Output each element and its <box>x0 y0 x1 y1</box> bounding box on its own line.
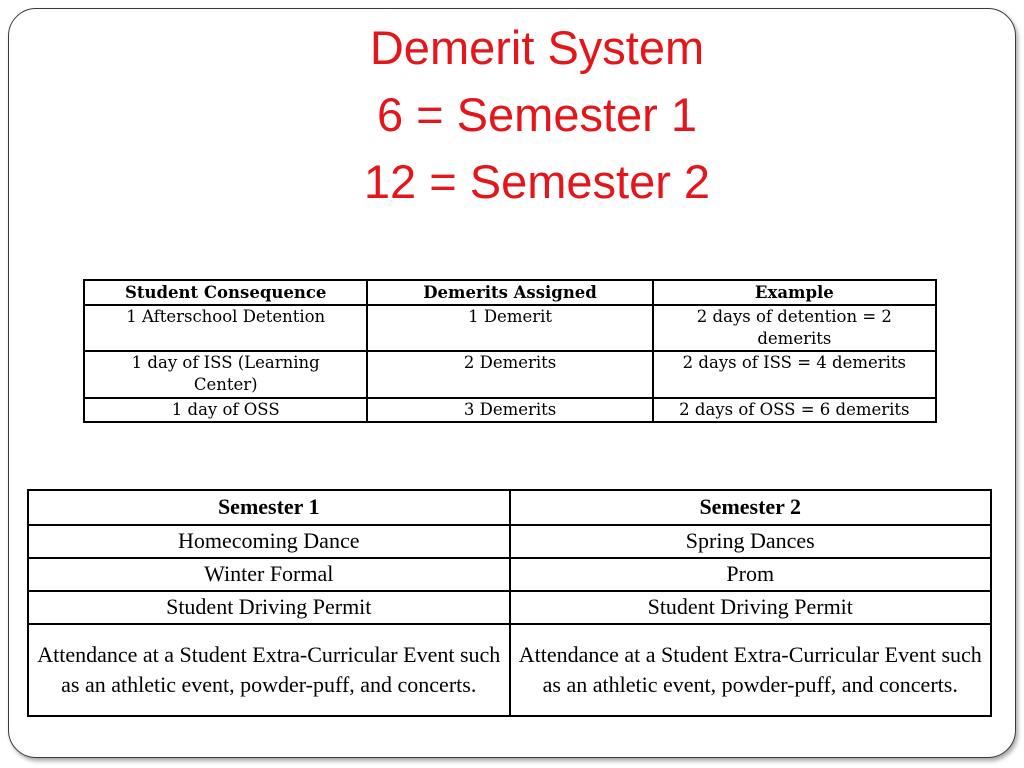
table-row <box>84 351 936 398</box>
table-cell: Spring Dances <box>510 525 992 558</box>
header-demerits-assigned: Demerits Assigned <box>367 280 652 305</box>
table-cell: Prom <box>510 558 992 591</box>
table-cell: 3 Demerits <box>367 398 652 422</box>
table-row <box>84 398 936 422</box>
table-cell: Student Driving Permit <box>28 591 510 624</box>
semester-table <box>27 489 992 717</box>
title-line-semester-2: 12 = Semester 2 <box>363 155 711 208</box>
header-example: Example <box>653 280 936 305</box>
table-row <box>28 525 991 558</box>
table-cell: 1 Demerit <box>367 305 652 351</box>
table-cell: Attendance at a Student Extra-Curricular Event such as an athletic event, powder-puff, and concerts. <box>28 624 510 716</box>
table-cell: Attendance at a Student Extra-Curricular Event such as an athletic event, powder-puff, and concerts. <box>510 624 992 716</box>
table-row <box>28 591 991 624</box>
header-semester-2: Semester 2 <box>510 490 992 525</box>
table-cell: 1 day of OSS <box>84 398 367 422</box>
title-line-demerit-system: Demerit System <box>369 21 705 74</box>
title-line-semester-1: 6 = Semester 1 <box>376 88 698 141</box>
table-cell: 2 Demerits <box>367 351 652 398</box>
table-header-row <box>28 490 991 525</box>
table-cell: 2 days of OSS = 6 demerits <box>653 398 936 422</box>
consequence-table <box>83 279 937 423</box>
slide-title <box>220 14 854 215</box>
table-cell: 2 days of detention = 2 demerits <box>653 305 936 351</box>
table-cell: 2 days of ISS = 4 demerits <box>653 351 936 398</box>
header-student-consequence: Student Consequence <box>84 280 367 305</box>
table-cell: 1 Afterschool Detention <box>84 305 367 351</box>
table-row <box>84 305 936 351</box>
table-row <box>28 624 991 716</box>
table-header-row <box>84 280 936 305</box>
table-cell: Homecoming Dance <box>28 525 510 558</box>
header-semester-1: Semester 1 <box>28 490 510 525</box>
table-cell: 1 day of ISS (Learning Center) <box>84 351 367 398</box>
table-row <box>28 558 991 591</box>
table-cell: Student Driving Permit <box>510 591 992 624</box>
table-cell: Winter Formal <box>28 558 510 591</box>
